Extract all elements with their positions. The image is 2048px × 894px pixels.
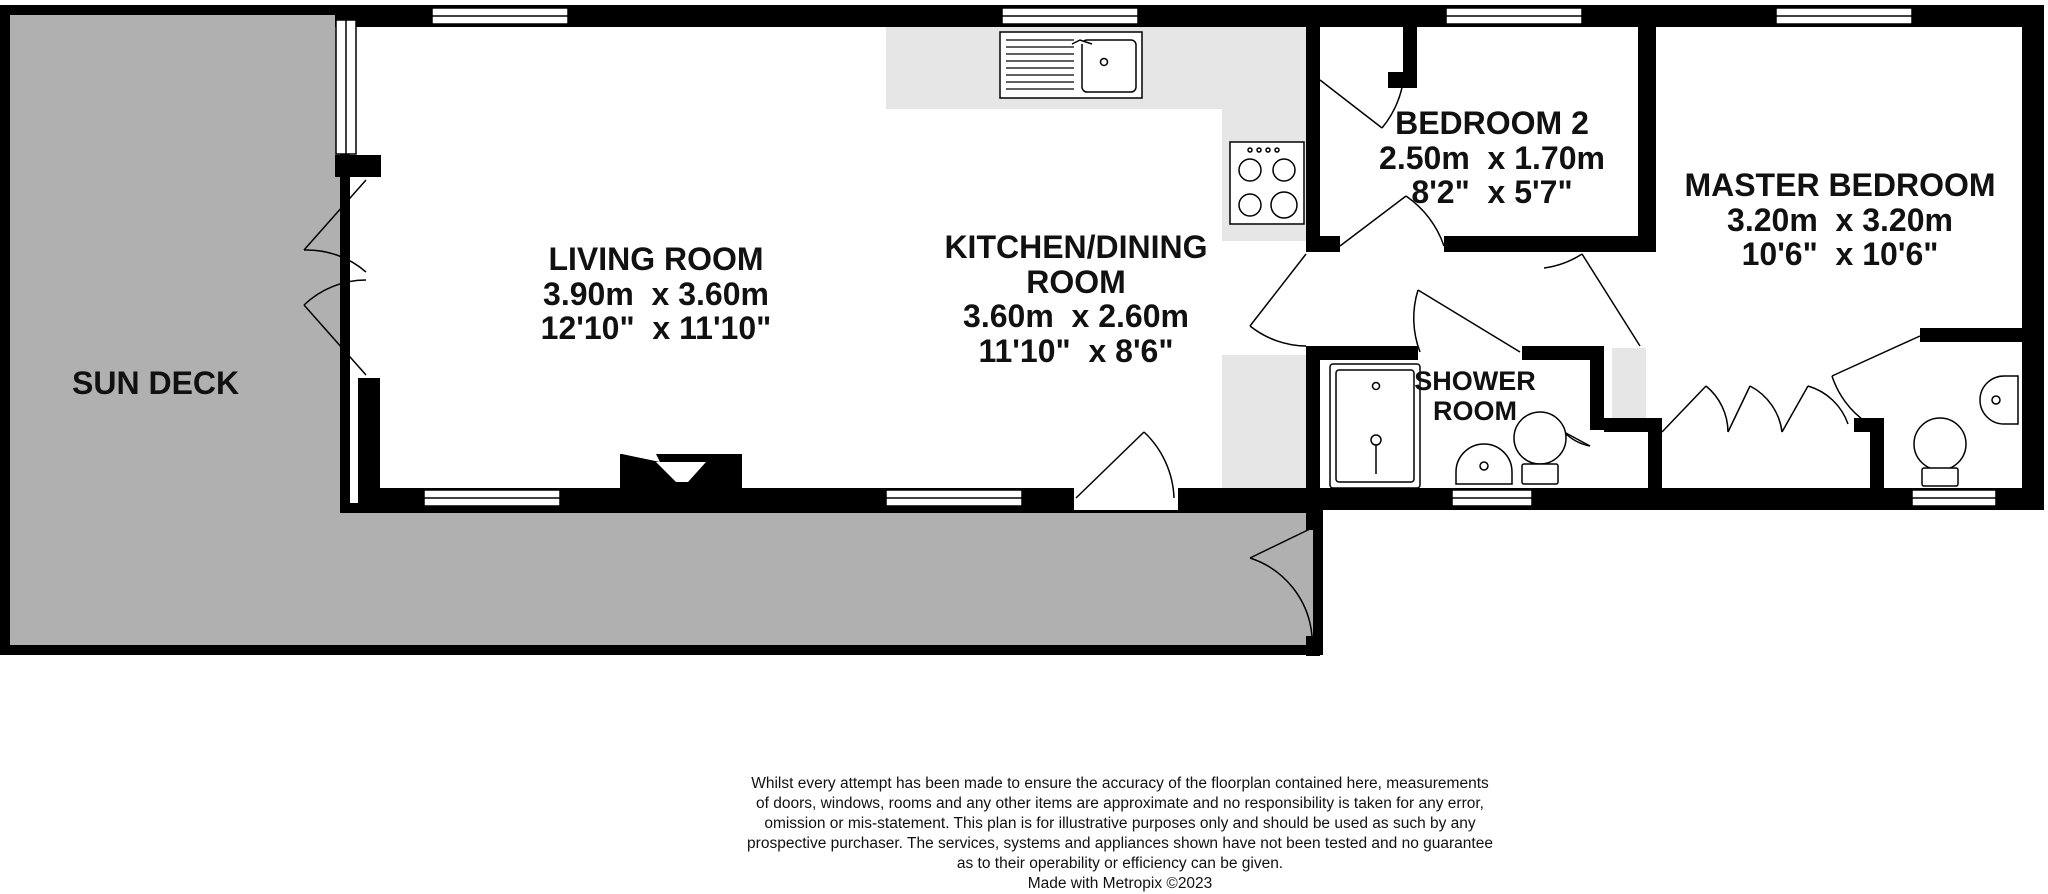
window-icon bbox=[1776, 8, 1912, 24]
disclaimer-line: omission or mis-statement. This plan is for illustrative purposes only and should be used as such by any bbox=[764, 815, 1476, 832]
room-name-line2: ROOM bbox=[1026, 263, 1126, 300]
window-icon bbox=[432, 8, 568, 24]
window-icon bbox=[1446, 8, 1582, 24]
disclaimer-line: of doors, windows, rooms and any other items are approximate and no responsibility is taken for any error, bbox=[755, 795, 1484, 812]
disclaimer-line: Whilst every attempt has been made to ensure the accuracy of the floorplan contained here, measurements bbox=[751, 775, 1489, 792]
room-label-kitchen-dining bbox=[926, 230, 1226, 368]
room-name-line1: SHOWER bbox=[1414, 366, 1536, 396]
room-dimensions-metric: 3.90m x 3.60m bbox=[543, 275, 769, 312]
room-dimensions-imperial: 12'10" x 11'10" bbox=[540, 310, 772, 347]
room-dimensions-imperial: 10'6" x 10'6" bbox=[1741, 236, 1939, 273]
room-label-sun-deck bbox=[72, 366, 239, 401]
room-dimensions-metric: 2.50m x 1.70m bbox=[1379, 139, 1605, 176]
room-label-bedroom-2 bbox=[1360, 106, 1624, 210]
room-label-master-bedroom bbox=[1662, 168, 2018, 272]
room-dimensions-metric: 3.60m x 2.60m bbox=[963, 298, 1189, 335]
room-name: SUN DECK bbox=[72, 365, 240, 401]
window-icon bbox=[424, 490, 560, 506]
hob-icon bbox=[1230, 142, 1304, 224]
fireplace-icon bbox=[620, 454, 742, 488]
disclaimer-line: as to their operability or efficiency can be given. bbox=[956, 855, 1284, 872]
room-label-living-room bbox=[506, 242, 806, 346]
room-dimensions-imperial: 11'10" x 8'6" bbox=[978, 332, 1174, 369]
room-name-line2: ROOM bbox=[1433, 396, 1517, 427]
sink-icon bbox=[1000, 32, 1142, 98]
room-name: MASTER BEDROOM bbox=[1684, 167, 1996, 203]
disclaimer bbox=[560, 774, 1680, 894]
room-dimensions-metric: 3.20m x 3.20m bbox=[1727, 201, 1953, 238]
window-icon bbox=[886, 490, 1022, 506]
room-name: LIVING ROOM bbox=[548, 241, 764, 277]
window-icon bbox=[1002, 8, 1138, 24]
room-label-shower-room bbox=[1400, 366, 1550, 426]
window-icon bbox=[1452, 490, 1532, 506]
room-dimensions-imperial: 8'2" x 5'7" bbox=[1411, 174, 1573, 211]
window-icon bbox=[336, 20, 356, 154]
credit-line: Made with Metropix ©2023 bbox=[1027, 875, 1213, 892]
window-icon bbox=[1912, 490, 1996, 506]
room-name: BEDROOM 2 bbox=[1395, 105, 1589, 141]
room-name-line1: KITCHEN/DINING bbox=[944, 229, 1208, 265]
disclaimer-line: prospective purchaser. The services, systems and appliances shown have not been tested and no guarantee bbox=[747, 835, 1493, 852]
toilet-icon bbox=[1914, 418, 1966, 486]
